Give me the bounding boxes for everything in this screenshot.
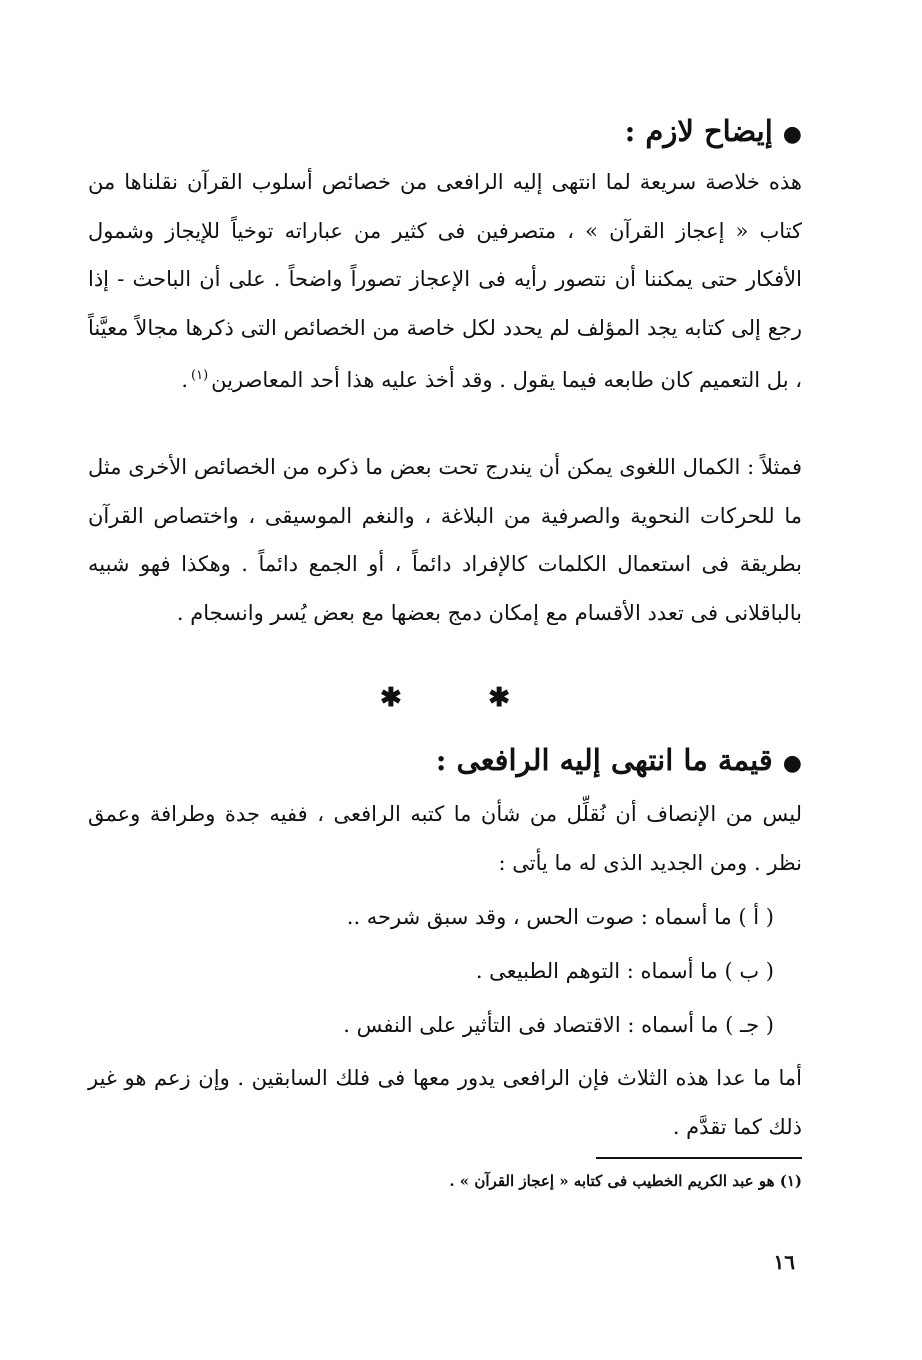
asterisk-icon: ✱	[488, 683, 510, 713]
heading-text: إيضاح لازم :	[624, 114, 773, 148]
paragraph-intro	[88, 790, 802, 887]
asterisk-icon: ✱	[380, 683, 402, 713]
section-heading-clarification	[88, 109, 802, 156]
paragraph-end-mark: .	[181, 368, 189, 392]
footnote: (١) هو عبد الكريم الخطيب فى كتابه « إعجاز القرآن » .	[449, 1172, 802, 1190]
paragraph-example	[88, 443, 802, 637]
paragraph-closing	[88, 1054, 802, 1151]
list-item: ( جـ ) ما أسماه : الاقتصاد فى التأثير على النفس .	[343, 1013, 774, 1037]
paragraph-summary	[88, 158, 802, 405]
paragraph-text: ليس من الإنصاف أن نُقلِّل من شأن ما كتبه الرافعى ، ففيه جدة وطرافة وعمق نظر . ومن الجديد الذى له ما يأتى :	[88, 802, 802, 875]
page-number: ١٦	[773, 1250, 795, 1274]
heading-text: قيمة ما انتهى إليه الرافعى :	[435, 743, 773, 777]
bullet-icon: ●	[782, 121, 802, 147]
paragraph-text: فمثلاً : الكمال اللغوى يمكن أن يندرج تحت بعض ما ذكره من الخصائص الأخرى مثل ما للحركات النحوية والصرفية من البلاغة ، والنغم الموسيقى ، واختصاص القرآن بطريقة فى استعمال الكلمات كالإفراد دائماً ، أو الجمع دائماً . وهكذا فهو شبيه بالباقلانى فى تعدد الأقسام مع إمكان دمج بعضها مع بعض يُسر وانسجام .	[88, 455, 802, 625]
list-item: ( أ ) ما أسماه : صوت الحس ، وقد سبق شرحه ..	[346, 905, 774, 929]
list-item: ( ب ) ما أسماه : التوهم الطبيعى .	[475, 959, 774, 983]
paragraph-text	[88, 158, 802, 405]
footnote-divider	[596, 1157, 802, 1159]
paragraph-text: أما ما عدا هذه الثلاث فإن الرافعى يدور معها فى فلك السابقين . وإن زعم هو غير ذلك كما تقدَّم .	[88, 1066, 802, 1139]
innovation-list	[88, 890, 802, 1052]
footnote-reference: (١)	[191, 368, 209, 383]
paragraph-body: هذه خلاصة سريعة لما انتهى إليه الرافعى من خصائص أسلوب القرآن نقلناها من كتاب « إعجاز القرآن » ، متصرفين فى كثير من عباراته توخياً للإيجاز وشمول الأفكار حتى يمكننا أن نتصور رأيه فى الإعجاز تصوراً واضحاً . على أن الباحث - إذا رجع إلى كتابه يجد المؤلف لم يحدد لكل خاصة من الخصائص التى ذكرها مجالاً معيَّناً ، بل التعميم كان طابعه فيما يقول . وقد أخذ عليه هذا أحد المعاصرين	[88, 170, 802, 392]
section-heading-value	[88, 738, 802, 785]
section-separator	[380, 683, 510, 713]
bullet-icon: ●	[782, 750, 802, 776]
